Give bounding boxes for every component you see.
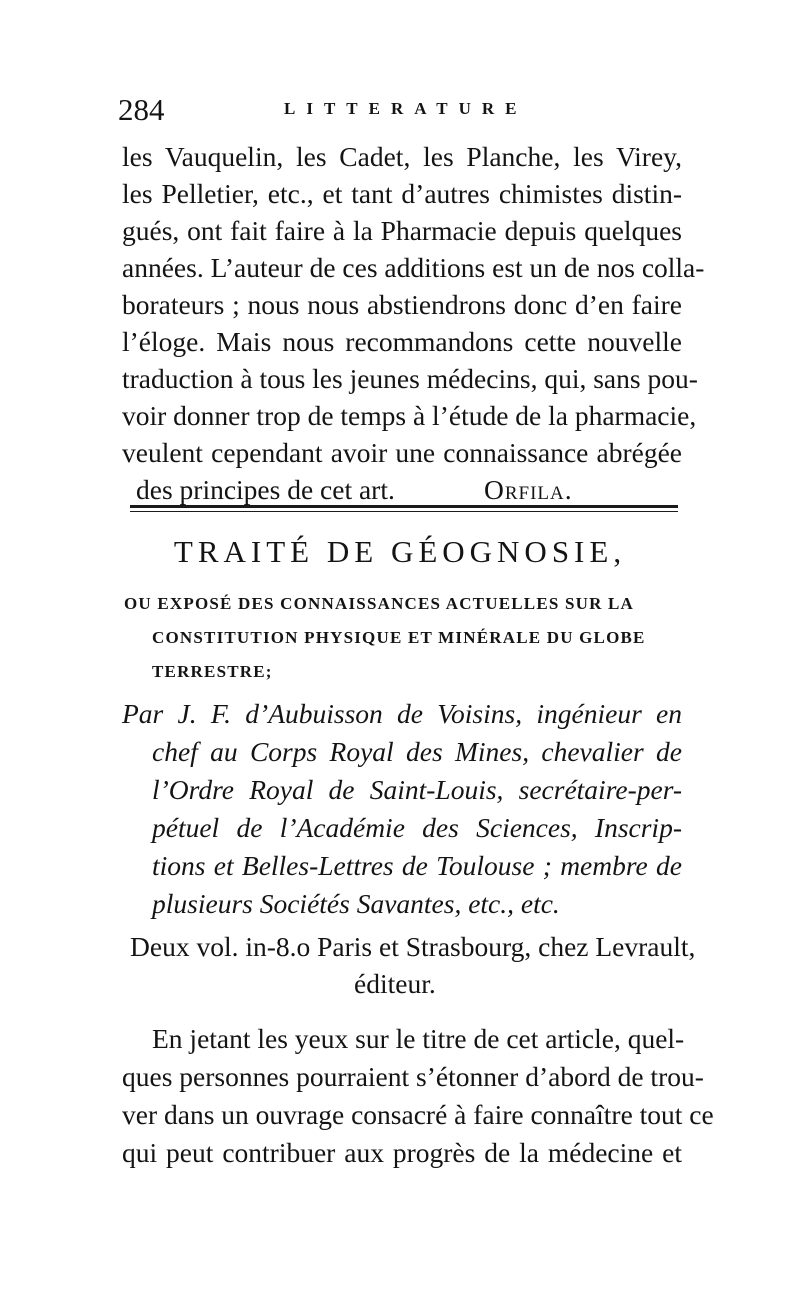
- author-line: tions et Belles-Lettres de Toulouse ; membre de: [152, 850, 682, 881]
- section-divider-thin: [130, 511, 678, 512]
- text-line: des principes de cet art.: [136, 474, 395, 505]
- page-number: 284: [118, 92, 165, 127]
- author-line: pétuel de l’Académie des Sciences, Inscrip-: [152, 812, 682, 843]
- running-title: LITTERATURE: [284, 99, 528, 118]
- book-title: TRAITÉ DE GÉOGNOSIE,: [173, 534, 627, 569]
- author-line: chef au Corps Royal des Mines, chevalier de: [152, 736, 682, 767]
- author-line: plusieurs Sociétés Savantes, etc., etc.: [152, 888, 560, 919]
- text-line: ver dans un ouvrage consacré à faire connaître tout ce: [122, 1099, 714, 1130]
- subtitle-line: TERRESTRE;: [152, 662, 273, 681]
- text-line: En jetant les yeux sur le titre de cet article, quel-: [152, 1023, 685, 1054]
- text-line: veulent cependant avoir une connaissance abrégée: [122, 437, 682, 468]
- subtitle-line: OU EXPOSÉ DES CONNAISSANCES ACTUELLES SUR LA: [124, 594, 635, 613]
- text-line: l’éloge. Mais nous recommandons cette nouvelle: [122, 326, 682, 357]
- text-line: les Pelletier, etc., et tant d’autres chimistes distin-: [122, 178, 682, 209]
- publisher: éditeur.: [354, 968, 436, 999]
- author-line: Par J. F. d’Aubuisson de Voisins, ingénieur en: [122, 698, 682, 729]
- text-line: voir donner trop de temps à l’étude de la pharmacie,: [122, 400, 697, 431]
- text-line: gués, ont fait faire à la Pharmacie depuis quelques: [122, 215, 682, 246]
- signature: Orfila.: [484, 474, 573, 505]
- text-line: borateurs ; nous nous abstiendrons donc d’en faire: [122, 289, 682, 320]
- author-line: l’Ordre Royal de Saint-Louis, secrétaire-per-: [152, 774, 682, 805]
- text-line: les Vauquelin, les Cadet, les Planche, les Virey,: [122, 141, 682, 172]
- subtitle-line: CONSTITUTION PHYSIQUE ET MINÉRALE DU GLOBE: [152, 628, 646, 647]
- section-divider: [130, 505, 678, 508]
- text-line: qui peut contribuer aux progrès de la médecine et: [122, 1137, 682, 1168]
- text-line: ques personnes pourraient s’étonner d’abord de trou-: [122, 1061, 704, 1092]
- text-line: traduction à tous les jeunes médecins, qui, sans pou-: [122, 363, 698, 394]
- running-head: [118, 90, 698, 130]
- text-line: années. L’auteur de ces additions est un de nos colla-: [122, 252, 705, 283]
- publication-info: Deux vol. in-8.o Paris et Strasbourg, chez Levrault,: [130, 931, 696, 962]
